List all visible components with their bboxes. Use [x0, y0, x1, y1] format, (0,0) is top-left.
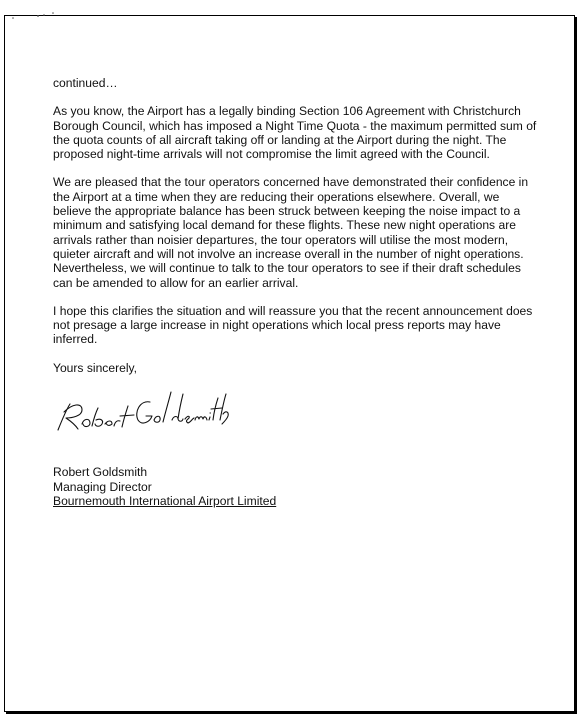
paragraph-clarification: I hope this clarifies the situation and will reassure you that the recent announcement does not presage a large increase in night operations which local press reports may have inferred. [53, 303, 533, 347]
paragraph-section-106: As you know, the Airport has a legally binding Section 106 Agreement with Christchurch Borough Council, which has imposed a Night Time Quota - the maximum permitted sum of the quota counts of all aircraft taking off or landing at the Airport during the night. The proposed night-time arrivals will not compromise the limit agreed with the Council. [53, 104, 537, 162]
paragraph-tour-operators: We are pleased that the tour operators concerned have demonstrated their confidence in the Airport at a time when they are reducing their operations elsewhere. Overall, we believe the appropriate balance has been struck between keeping the noise impact to a minimum and satisfying local demand for these flights. These new night operations are arrivals rather than noisier departures, the tour operators will utilise the most modern, quieter aircraft and will not involve an increase overall in the number of night operations. Nevertheless, we will continue to talk to the tour operators to see if their draft schedules can be amended to allow for an earlier arrival. [53, 175, 529, 290]
signatory-name: Robert Goldsmith [53, 465, 148, 479]
closing-salutation: Yours sincerely, [53, 360, 138, 375]
company-name: Bournemouth International Airport Limited [53, 494, 277, 509]
signatory-block [53, 465, 276, 509]
continued-label: continued… [53, 76, 118, 90]
signatory-title: Managing Director [53, 479, 152, 494]
scan-specks [0, 0, 80, 20]
letter-body [53, 76, 541, 375]
handwritten-signature [52, 382, 232, 438]
